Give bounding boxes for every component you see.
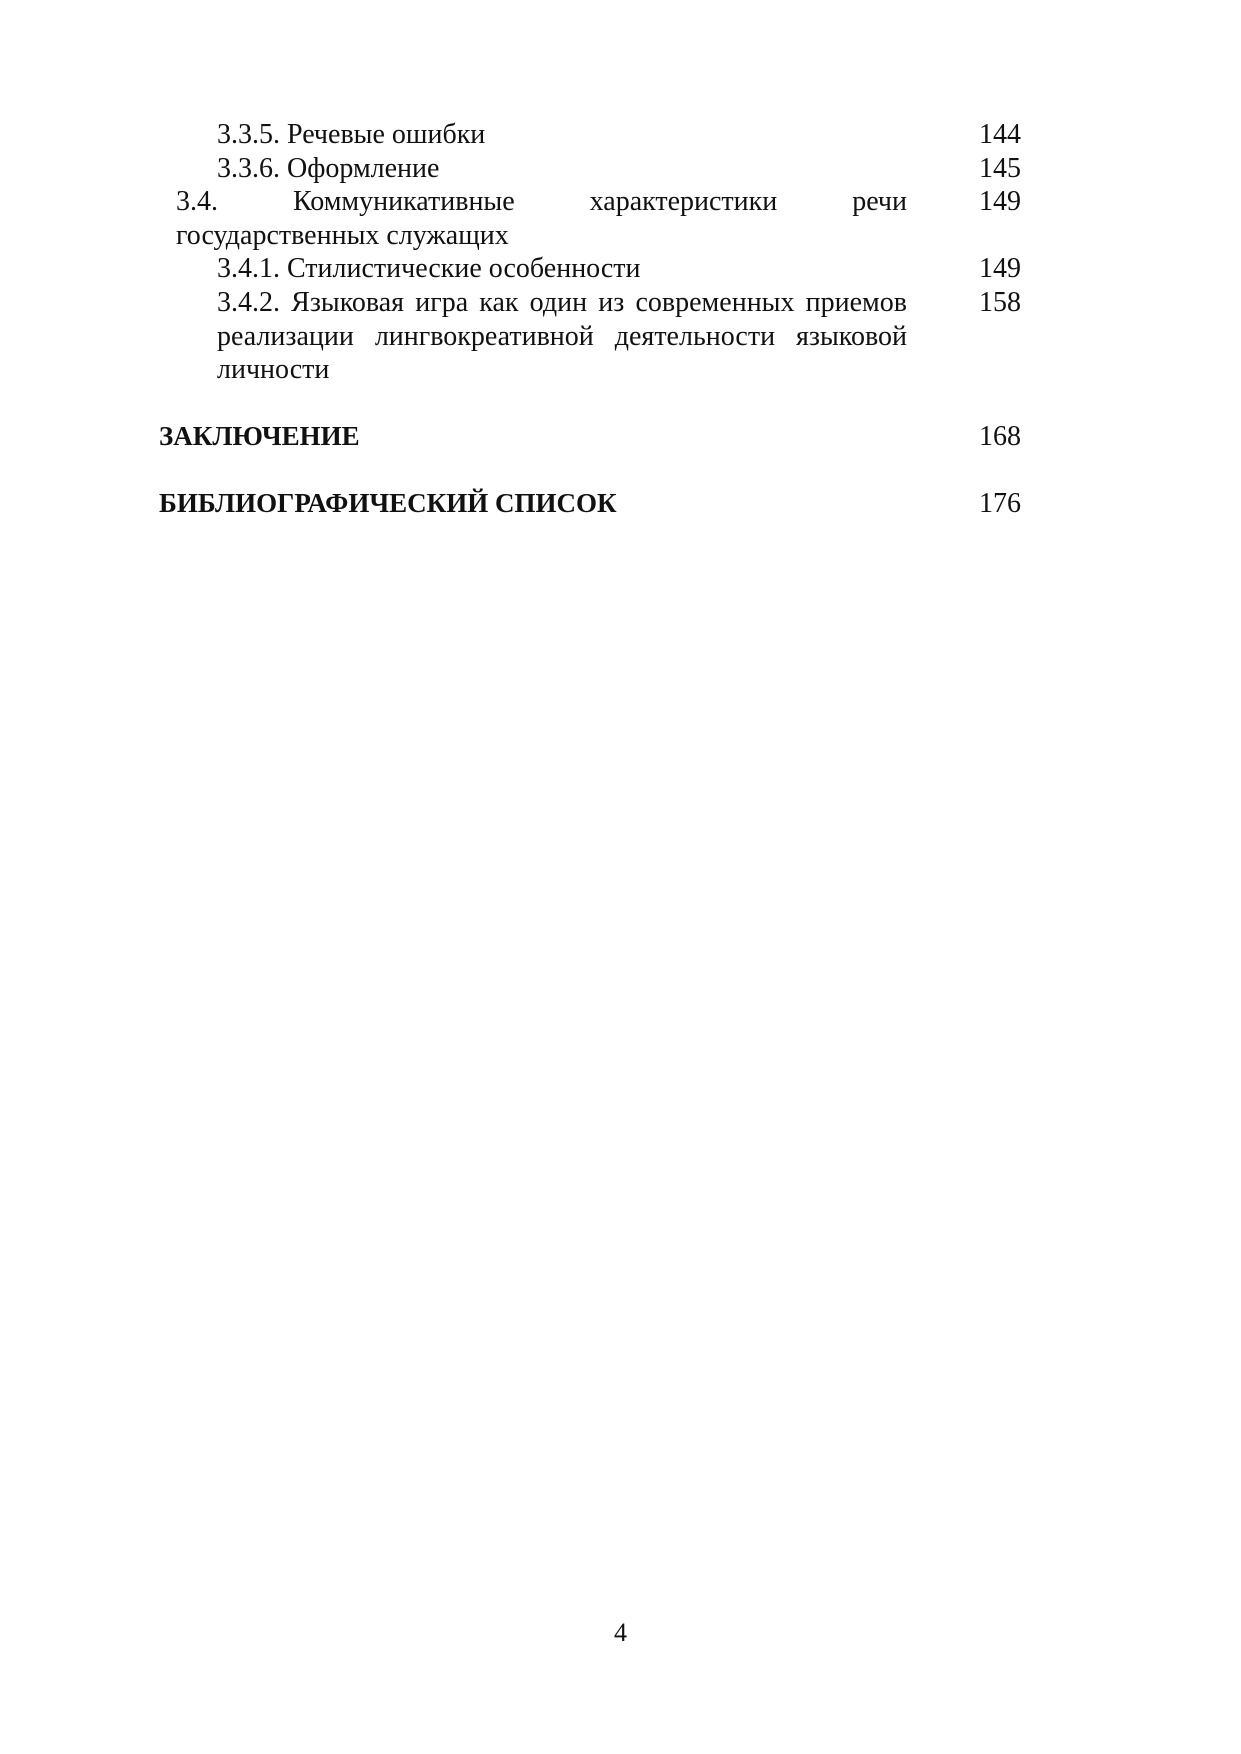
toc-entry-page: 168 (979, 421, 1021, 452)
toc-entry-3-4 (176, 185, 1021, 253)
toc-entry-label: БИБЛИОГРАФИЧЕСКИЙ СПИСОК (159, 488, 617, 518)
toc-entry-3-3-6 (217, 152, 1021, 186)
toc-entry-bibliography (159, 487, 1021, 521)
toc-entry-page: 145 (979, 153, 1021, 184)
toc-entry-label: ЗАКЛЮЧЕНИЕ (159, 421, 360, 451)
toc-entry-label: 3.4.2. Языковая игра как один из современных приемов реализации лингвокреативной деятельности языковой личности (217, 287, 907, 385)
toc-entry-page: 176 (979, 488, 1021, 519)
toc-entry-3-3-5 (217, 118, 1021, 152)
toc-entry-label: 3.3.5. Речевые ошибки (217, 119, 486, 150)
toc-entry-label: 3.4. Коммуникативные характеристики речи государственных служащих (176, 186, 907, 251)
toc-entry-page: 158 (979, 287, 1021, 318)
toc-entry-page: 149 (979, 186, 1021, 217)
toc-entry-label: 3.4.1. Стилистические особенности (217, 253, 641, 284)
toc-entry-3-4-1 (217, 252, 1021, 286)
toc-entry-3-4-2 (217, 286, 1021, 388)
page-number: 4 (614, 1618, 627, 1647)
toc-entry-page: 144 (979, 119, 1021, 150)
toc-entry-page: 149 (979, 253, 1021, 284)
toc-entry-label: 3.3.6. Оформление (217, 153, 440, 184)
toc-entry-conclusion (159, 420, 1021, 454)
